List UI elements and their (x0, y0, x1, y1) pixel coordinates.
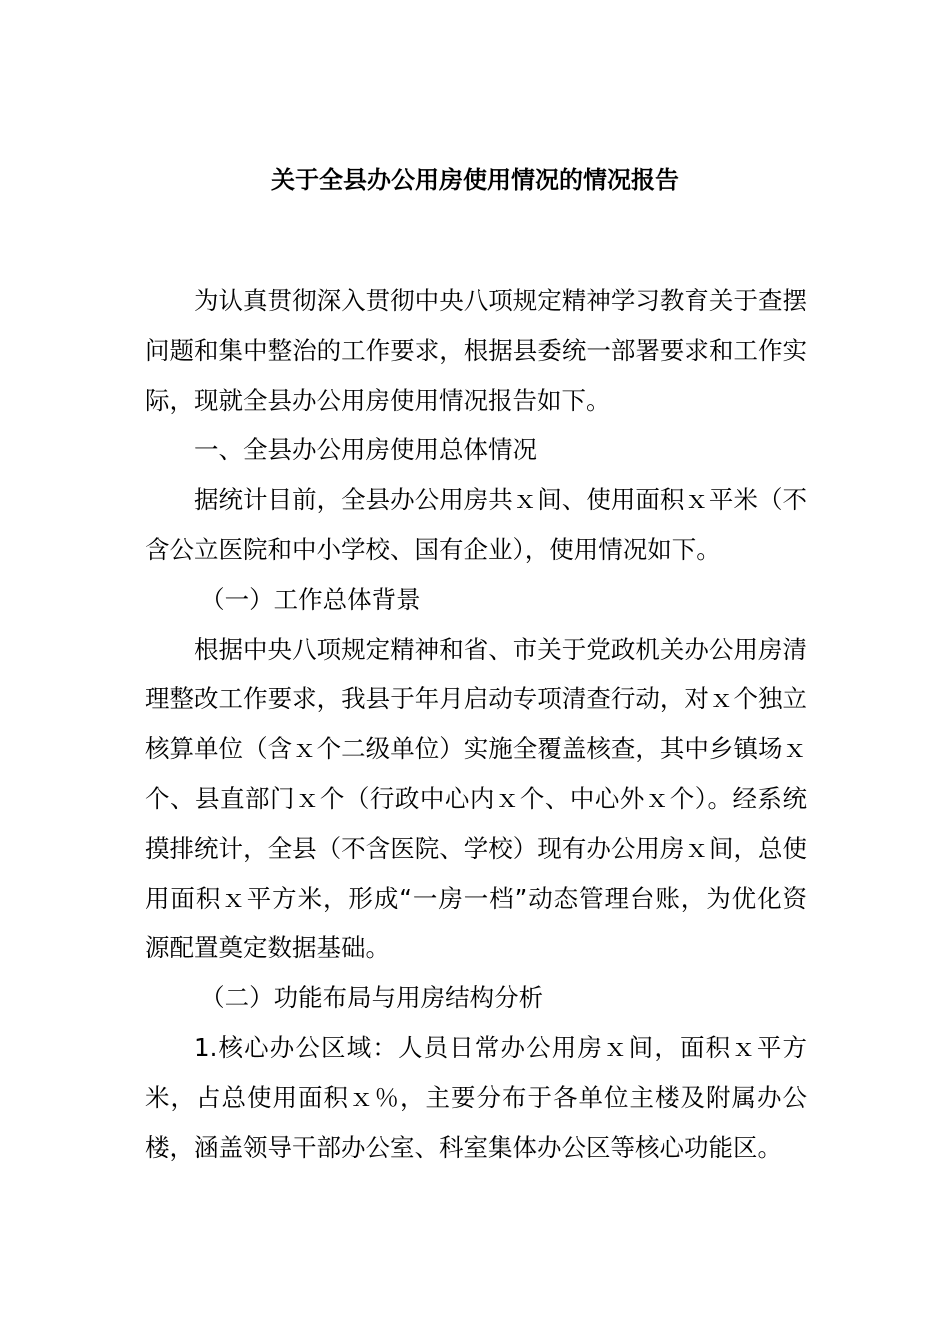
subsection-heading-1: （一）工作总体背景 (200, 584, 421, 614)
background-paragraph: 根据中央八项规定精神和省、市关于党政机关办公用房清理整改工作要求，我县于年月启动专项清查行动，对ｘ个独立核算单位（含ｘ个二级单位）实施全覆盖核查，其中乡镇场ｘ个、县直部门ｘ个（行政中心内ｘ个、中心外ｘ个）。经系统摸排统计，全县（不含医院、学校）现有办公用房ｘ间，总使用面积ｘ平方米，形成“一房一档”动态管理台账，为优化资源配置奠定数据基础。 (145, 634, 807, 963)
intro-paragraph: 为认真贯彻深入贯彻中央八项规定精神学习教育关于查摆问题和集中整治的工作要求，根据县委统一部署要求和工作实际，现就全县办公用房使用情况报告如下。 (145, 286, 807, 415)
core-office-paragraph: 1.核心办公区域：人员日常办公用房ｘ间，面积ｘ平方米，占总使用面积ｘ％，主要分布于各单位主楼及附属办公楼，涵盖领导干部办公室、科室集体办公区等核心功能区。 (145, 1032, 807, 1162)
section-heading-1: 一、全县办公用房使用总体情况 (194, 435, 537, 465)
document-title: 关于全县办公用房使用情况的情况报告 (271, 166, 679, 194)
document-body (145, 276, 807, 1172)
statistics-paragraph: 据统计目前，全县办公用房共ｘ间、使用面积ｘ平米（不含公立医院和中小学校、国有企业），使用情况如下。 (145, 485, 807, 564)
subsection-heading-2: （二）功能布局与用房结构分析 (200, 983, 544, 1013)
